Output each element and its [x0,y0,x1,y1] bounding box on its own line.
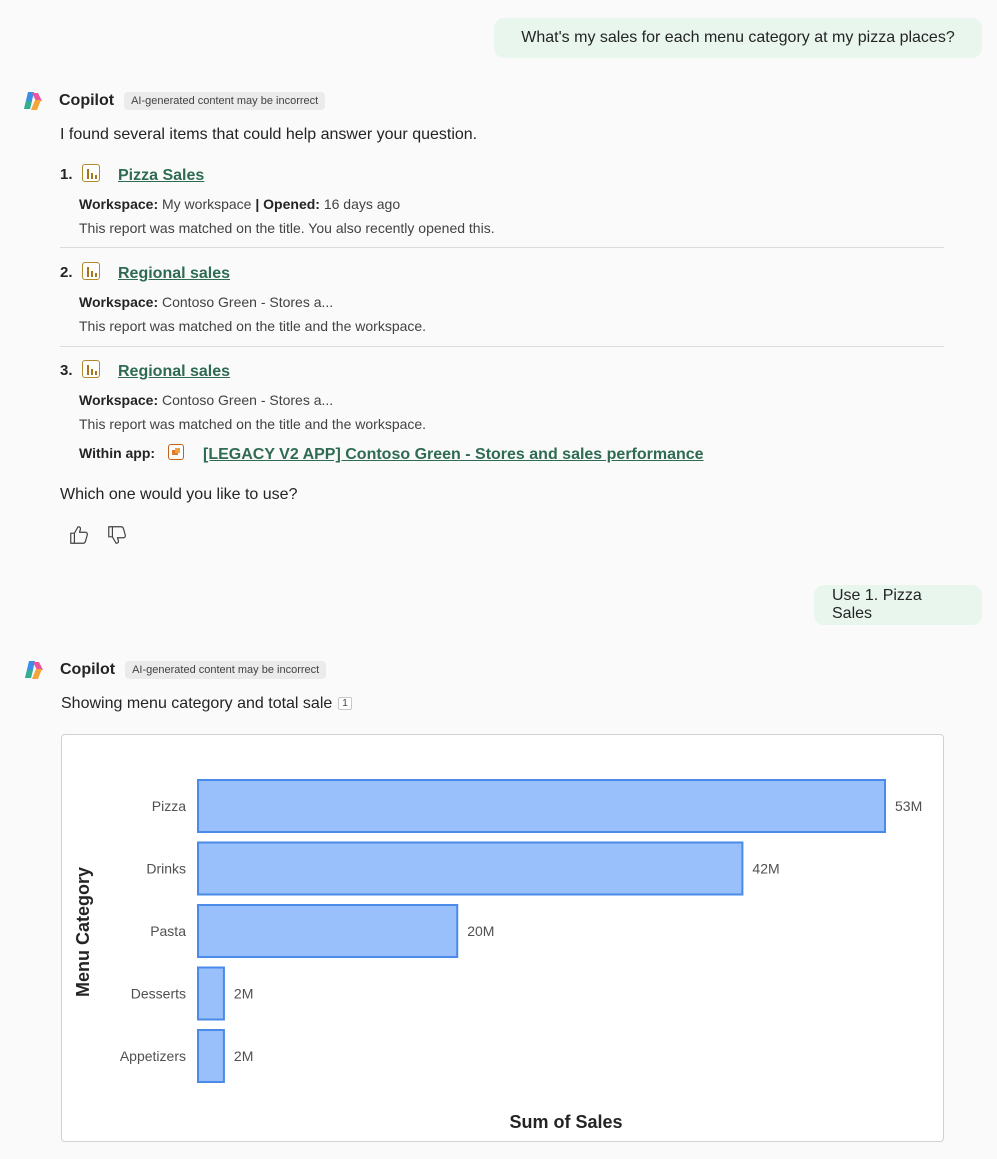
separator: | [255,196,260,212]
copilot-header [22,658,326,682]
category-tick-label: Appetizers [119,1048,186,1064]
bar-value-label: 2M [233,985,254,1002]
opened-label: Opened: [263,196,320,212]
reply-question: Which one would you like to use? [60,486,298,503]
ai-disclaimer-badge: AI-generated content may be incorrect [125,661,326,679]
divider [60,346,944,347]
reply-intro: I found several items that could help answer your question. [60,126,478,143]
bar-desserts [198,968,224,1020]
x-axis-title: Sum of Sales [509,1112,623,1132]
category-tick-label: Pizza [151,798,186,814]
y-axis-title: Menu Category [73,866,93,998]
bar-value-label: 53M [895,798,923,814]
bar-chart-card [61,734,944,1142]
category-tick-label: Desserts [130,985,186,1002]
workspace-value: Contoso Green - Stores a... [162,392,334,408]
report-link-regional-sales[interactable]: Regional sales [118,363,231,380]
opened-value: 16 days ago [323,196,401,212]
within-app-label [79,445,155,461]
user-message-text: What's my sales for each menu category at my pizza places? [521,29,955,46]
bar-value-label: 20M [467,923,495,939]
bar-pizza [198,780,885,832]
app-icon [168,444,184,460]
workspace-label: Workspace: [79,294,159,310]
copilot-logo-icon [21,89,45,113]
item-workspace-line [79,392,333,408]
bar-drinks [198,843,742,895]
copilot-name: Copilot [60,661,116,678]
bar-chart [62,735,945,1143]
workspace-value: My workspace [162,196,252,212]
bar-value-label: 2M [233,1048,254,1064]
item-workspace-line [79,294,333,310]
bar-chart-report-icon [82,164,100,182]
result-item-1 [60,166,944,246]
thumbs-up-icon[interactable] [68,524,90,546]
bar-value-label: 42M [752,860,780,877]
chart-summary [61,695,352,713]
bar-appetizers [198,1030,224,1082]
item-match-reason: This report was matched on the title and the workspace. [79,416,427,432]
copilot-logo-icon [22,658,46,682]
category-tick-label: Drinks [146,860,186,877]
report-link-regional-sales[interactable]: Regional sales [118,265,231,282]
item-number: 1. [60,166,73,183]
bar-chart-report-icon [82,262,100,280]
app-link[interactable]: [LEGACY V2 APP] Contoso Green - Stores and sales performance [203,446,704,463]
copilot-header [21,89,325,113]
result-item-2 [60,264,944,344]
workspace-label: Workspace: [79,392,159,408]
copilot-name: Copilot [59,92,115,109]
item-number: 3. [60,362,73,379]
item-number: 2. [60,264,73,281]
ai-disclaimer-badge: AI-generated content may be incorrect [124,92,325,110]
citation-badge[interactable]: 1 [338,697,352,710]
bar-chart-report-icon [82,360,100,378]
within-app-text: Within app: [79,445,156,461]
chart-summary-text: Showing menu category and total sale [61,695,333,712]
workspace-value: Contoso Green - Stores a... [162,294,334,310]
bar-pasta [198,905,457,957]
user-message-bubble [494,18,982,58]
item-match-reason: This report was matched on the title and the workspace. [79,318,427,334]
item-workspace-line [79,196,400,212]
workspace-label: Workspace: [79,196,159,212]
thumbs-down-icon[interactable] [106,524,128,546]
divider [60,247,944,248]
result-item-3 [60,362,944,472]
item-match-reason: This report was matched on the title. You also recently opened this. [79,220,495,236]
report-link-pizza-sales[interactable]: Pizza Sales [118,167,205,184]
user-message-bubble [814,585,982,625]
category-tick-label: Pasta [150,923,186,939]
user-message-text: Use 1. Pizza Sales [832,587,922,622]
